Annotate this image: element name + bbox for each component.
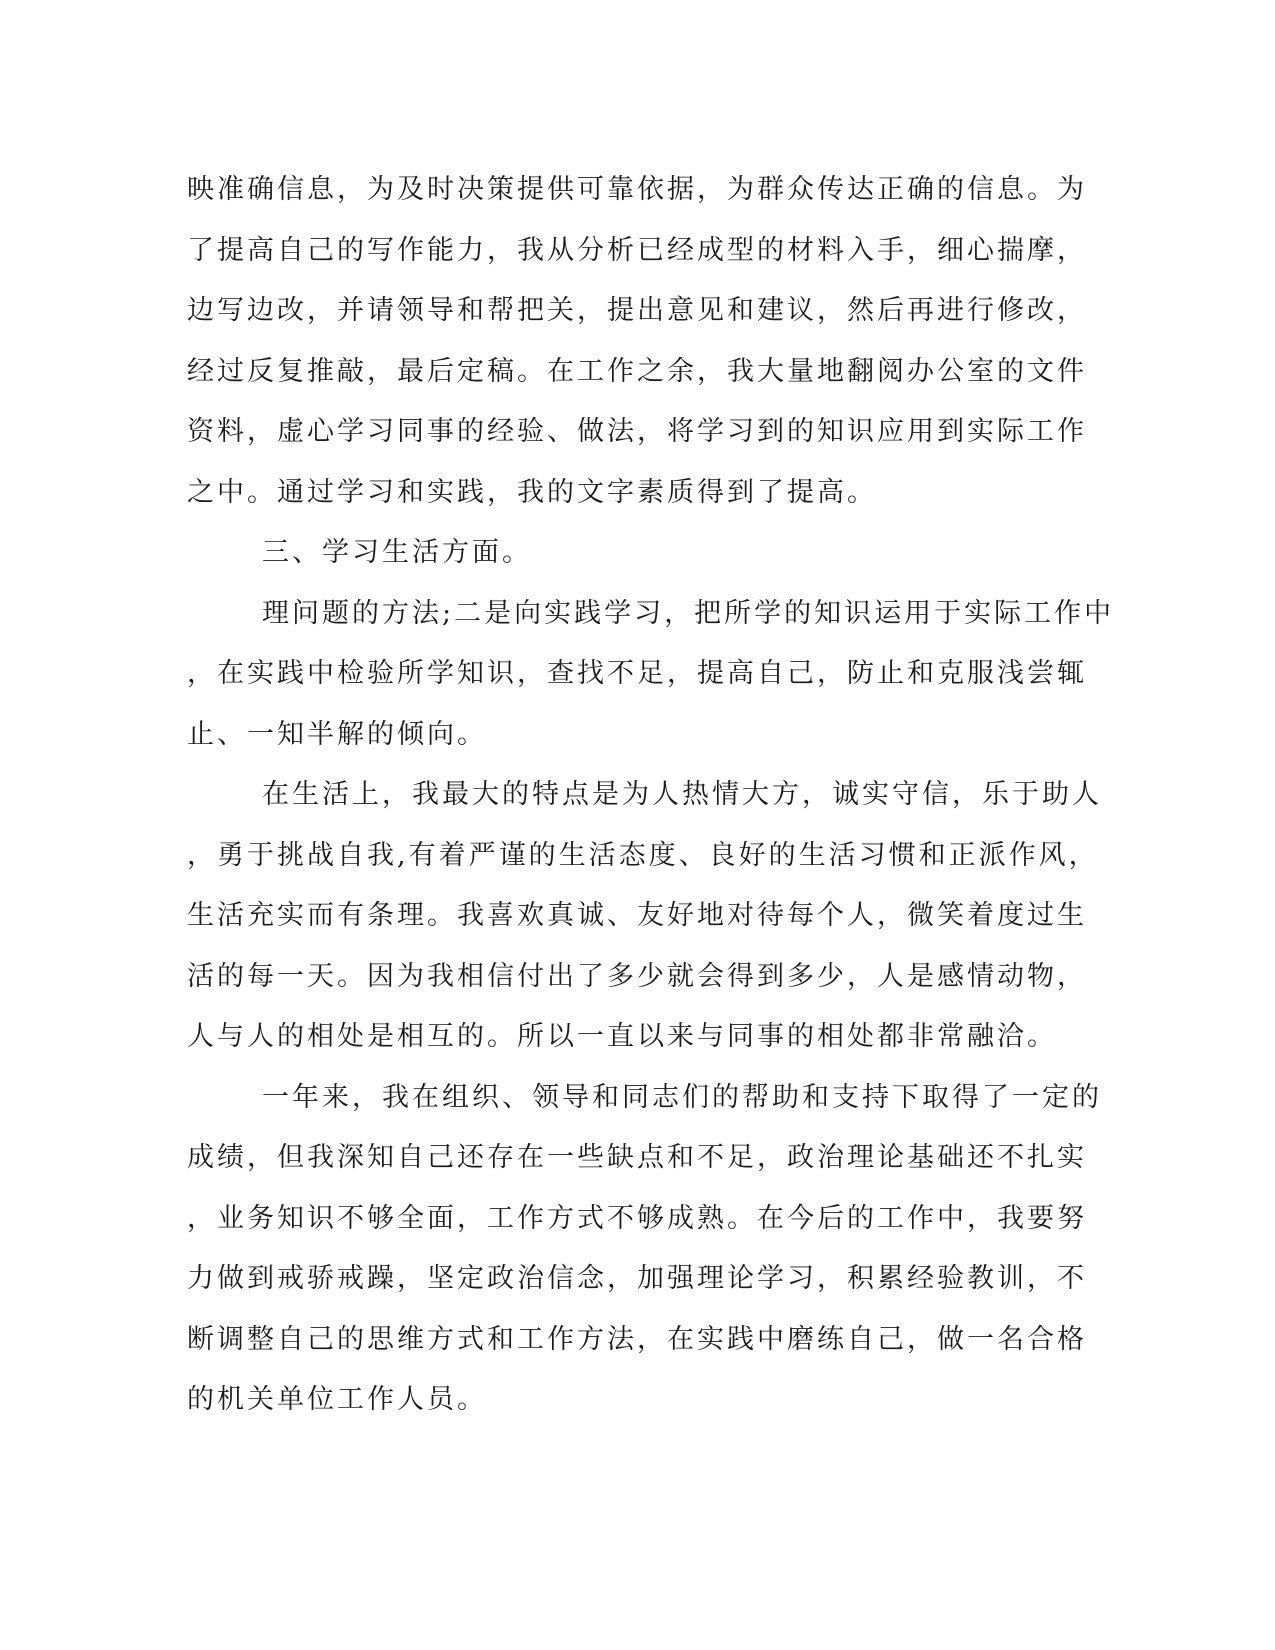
text-line: 映准确信息，为及时决策提供可靠依据，为群众传达正确的信息。为	[187, 174, 1087, 205]
text-line: ，在实践中检验所学知识，查找不足，提高自己，防止和克服浅尝辄	[187, 658, 1087, 689]
text-line: 活的每一天。因为我相信付出了多少就会得到多少，人是感情动物，	[187, 960, 1087, 992]
text-line: 之中。通过学习和实践，我的文字素质得到了提高。	[187, 476, 877, 508]
text-line: 一年来，我在组织、领导和同志们的帮助和支持下取得了一定的	[262, 1081, 1102, 1113]
text-line: 止、一知半解的倾向。	[187, 718, 487, 750]
text-line: 的机关单位工作人员。	[187, 1384, 487, 1415]
text-line: 资料，虚心学习同事的经验、做法，将学习到的知识应用到实际工作	[187, 416, 1087, 447]
text-line: 边写边改，并请领导和帮把关，提出意见和建议，然后再进行修改，	[187, 295, 1087, 326]
section-heading: 三、学习生活方面。	[262, 537, 532, 568]
text-line: ，勇于挑战自我,有着严谨的生活态度、良好的生活习惯和正派作风，	[187, 839, 1099, 871]
text-line: ，业务知识不够全面，工作方式不够成熟。在今后的工作中，我要努	[187, 1202, 1087, 1234]
text-line: 在生活上，我最大的特点是为人热情大方，诚实守信，乐于助人	[262, 779, 1102, 810]
text-line: 断调整自己的思维方式和工作方法，在实践中磨练自己，做一名合格	[187, 1323, 1087, 1355]
text-line: 力做到戒骄戒躁，坚定政治信念，加强理论学习，积累经验教训，不	[187, 1263, 1087, 1294]
body-text	[187, 160, 1115, 1431]
text-line: 人与人的相处是相互的。所以一直以来与同事的相处都非常融洽。	[187, 1021, 1057, 1052]
text-line: 了提高自己的写作能力，我从分析已经成型的材料入手，细心揣摩，	[187, 234, 1087, 266]
text-line: 经过反复推敲，最后定稿。在工作之余，我大量地翻阅办公室的文件	[187, 355, 1087, 387]
text-line: 理问题的方法;二是向实践学习，把所学的知识运用于实际工作中	[262, 597, 1115, 629]
text-line: 成绩，但我深知自己还存在一些缺点和不足，政治理论基础还不扎实	[187, 1142, 1087, 1173]
text-line: 生活充实而有条理。我喜欢真诚、友好地对待每个人，微笑着度过生	[187, 900, 1087, 931]
